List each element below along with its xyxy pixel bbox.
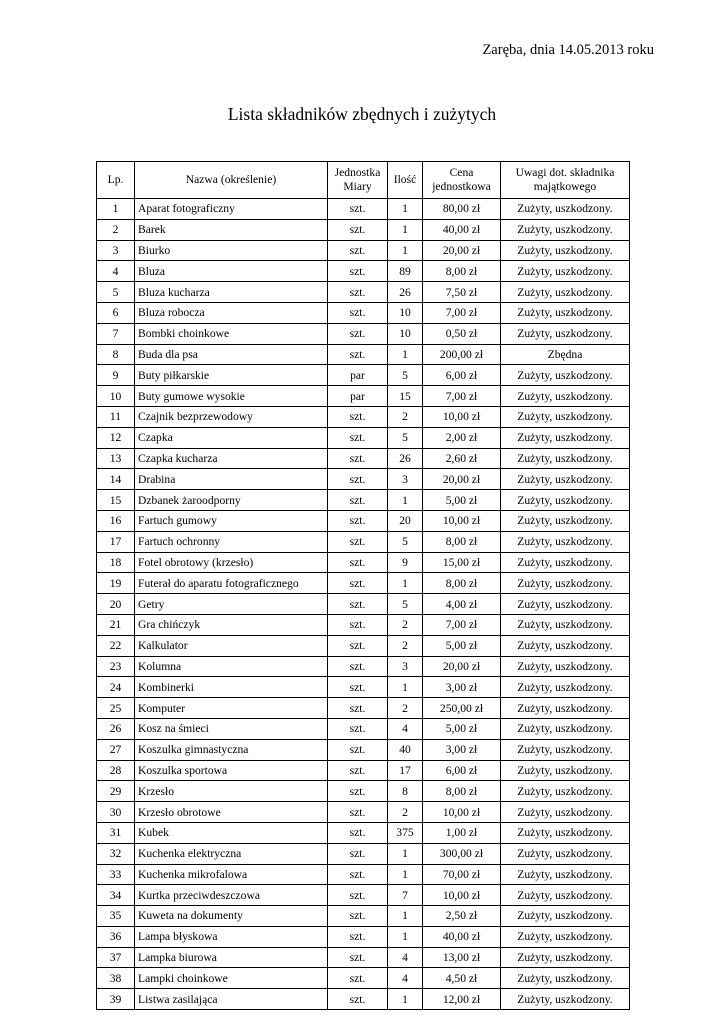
row-number: 12 [97, 427, 135, 448]
item-unit-price: 200,00 zł [423, 344, 501, 365]
item-unit-price: 2,00 zł [423, 427, 501, 448]
item-note: Zużyty, uszkodzony. [501, 822, 630, 843]
item-name: Koszulka sportowa [135, 760, 328, 781]
row-number: 8 [97, 344, 135, 365]
table-row [97, 635, 630, 656]
table-row [97, 240, 630, 261]
item-unit: szt. [328, 510, 388, 531]
item-name: Bluza robocza [135, 302, 328, 323]
table-row [97, 469, 630, 490]
item-quantity: 5 [388, 427, 423, 448]
row-number: 21 [97, 614, 135, 635]
row-number: 28 [97, 760, 135, 781]
item-unit: szt. [328, 552, 388, 573]
row-number: 31 [97, 822, 135, 843]
table-row [97, 282, 630, 303]
table-row [97, 906, 630, 927]
item-unit: szt. [328, 656, 388, 677]
table-row [97, 490, 630, 511]
item-unit-price: 5,00 zł [423, 718, 501, 739]
item-unit: szt. [328, 739, 388, 760]
item-unit: szt. [328, 822, 388, 843]
item-note: Zużyty, uszkodzony. [501, 802, 630, 823]
table-row [97, 552, 630, 573]
row-number: 27 [97, 739, 135, 760]
table-row [97, 448, 630, 469]
row-number: 24 [97, 677, 135, 698]
table-row [97, 365, 630, 386]
item-name: Lampa błyskowa [135, 926, 328, 947]
table-row [97, 864, 630, 885]
item-name: Buty piłkarskie [135, 365, 328, 386]
item-quantity: 5 [388, 594, 423, 615]
item-unit-price: 300,00 zł [423, 843, 501, 864]
document-date: Zaręba, dnia 14.05.2013 roku [482, 42, 654, 58]
row-number: 1 [97, 199, 135, 220]
item-unit: szt. [328, 698, 388, 719]
item-note: Zużyty, uszkodzony. [501, 760, 630, 781]
item-name: Getry [135, 594, 328, 615]
item-note: Zużyty, uszkodzony. [501, 365, 630, 386]
item-quantity: 1 [388, 906, 423, 927]
row-number: 17 [97, 531, 135, 552]
table-row [97, 386, 630, 407]
item-name: Czapka kucharza [135, 448, 328, 469]
item-unit-price: 8,00 zł [423, 261, 501, 282]
item-unit: szt. [328, 781, 388, 802]
item-note: Zużyty, uszkodzony. [501, 240, 630, 261]
column-header-unit: Jednostka Miary [328, 162, 388, 199]
row-number: 37 [97, 947, 135, 968]
row-number: 15 [97, 490, 135, 511]
row-number: 3 [97, 240, 135, 261]
item-unit: szt. [328, 302, 388, 323]
item-quantity: 3 [388, 469, 423, 490]
item-quantity: 89 [388, 261, 423, 282]
item-unit: szt. [328, 864, 388, 885]
item-name: Buda dla psa [135, 344, 328, 365]
item-unit-price: 13,00 zł [423, 947, 501, 968]
item-unit-price: 250,00 zł [423, 698, 501, 719]
item-unit: szt. [328, 199, 388, 220]
item-note: Zużyty, uszkodzony. [501, 531, 630, 552]
item-note: Zużyty, uszkodzony. [501, 614, 630, 635]
item-note: Zużyty, uszkodzony. [501, 282, 630, 303]
table-row [97, 219, 630, 240]
column-header-lp: Lp. [97, 162, 135, 199]
row-number: 11 [97, 406, 135, 427]
item-note: Zużyty, uszkodzony. [501, 989, 630, 1010]
item-unit-price: 70,00 zł [423, 864, 501, 885]
item-unit-price: 0,50 zł [423, 323, 501, 344]
item-unit-price: 2,60 zł [423, 448, 501, 469]
item-unit-price: 7,00 zł [423, 302, 501, 323]
item-unit-price: 10,00 zł [423, 802, 501, 823]
row-number: 38 [97, 968, 135, 989]
row-number: 23 [97, 656, 135, 677]
column-header-price: Cena jednostkowa [423, 162, 501, 199]
row-number: 18 [97, 552, 135, 573]
item-note: Zużyty, uszkodzony. [501, 573, 630, 594]
table-row [97, 594, 630, 615]
document-title: Lista składników zbędnych i zużytych [227, 104, 497, 124]
row-number: 5 [97, 282, 135, 303]
row-number: 13 [97, 448, 135, 469]
item-name: Kuchenka mikrofalowa [135, 864, 328, 885]
table-row [97, 614, 630, 635]
table-row [97, 573, 630, 594]
item-note: Zużyty, uszkodzony. [501, 261, 630, 282]
table-row [97, 947, 630, 968]
item-name: Buty gumowe wysokie [135, 386, 328, 407]
row-number: 6 [97, 302, 135, 323]
item-unit-price: 20,00 zł [423, 240, 501, 261]
table-row [97, 822, 630, 843]
item-name: Fartuch gumowy [135, 510, 328, 531]
item-unit-price: 2,50 zł [423, 906, 501, 927]
item-quantity: 40 [388, 739, 423, 760]
row-number: 30 [97, 802, 135, 823]
item-quantity: 15 [388, 386, 423, 407]
table-row [97, 199, 630, 220]
item-quantity: 9 [388, 552, 423, 573]
item-quantity: 1 [388, 199, 423, 220]
item-note: Zużyty, uszkodzony. [501, 594, 630, 615]
item-note: Zużyty, uszkodzony. [501, 510, 630, 531]
item-note: Zużyty, uszkodzony. [501, 490, 630, 511]
item-quantity: 2 [388, 635, 423, 656]
item-quantity: 2 [388, 614, 423, 635]
item-name: Czapka [135, 427, 328, 448]
item-unit: szt. [328, 906, 388, 927]
item-name: Aparat fotograficzny [135, 199, 328, 220]
row-number: 2 [97, 219, 135, 240]
table-row [97, 427, 630, 448]
item-name: Drabina [135, 469, 328, 490]
item-unit-price: 80,00 zł [423, 199, 501, 220]
table-row [97, 739, 630, 760]
item-unit: szt. [328, 469, 388, 490]
item-note: Zużyty, uszkodzony. [501, 552, 630, 573]
item-unit: szt. [328, 261, 388, 282]
row-number: 22 [97, 635, 135, 656]
item-note: Zużyty, uszkodzony. [501, 323, 630, 344]
row-number: 16 [97, 510, 135, 531]
item-unit-price: 5,00 zł [423, 635, 501, 656]
item-unit-price: 3,00 zł [423, 739, 501, 760]
row-number: 20 [97, 594, 135, 615]
item-note: Zużyty, uszkodzony. [501, 906, 630, 927]
item-quantity: 1 [388, 989, 423, 1010]
item-unit-price: 40,00 zł [423, 219, 501, 240]
row-number: 33 [97, 864, 135, 885]
item-quantity: 1 [388, 926, 423, 947]
row-number: 34 [97, 885, 135, 906]
item-name: Bluza [135, 261, 328, 282]
row-number: 9 [97, 365, 135, 386]
column-header-qty: Ilość [388, 162, 423, 199]
item-name: Gra chińczyk [135, 614, 328, 635]
item-name: Bombki choinkowe [135, 323, 328, 344]
item-unit: szt. [328, 448, 388, 469]
item-name: Krzesło obrotowe [135, 802, 328, 823]
item-unit: szt. [328, 344, 388, 365]
item-name: Barek [135, 219, 328, 240]
item-unit-price: 15,00 zł [423, 552, 501, 573]
row-number: 7 [97, 323, 135, 344]
item-quantity: 375 [388, 822, 423, 843]
table-row [97, 718, 630, 739]
item-name: Dzbanek żaroodporny [135, 490, 328, 511]
item-name: Kalkulator [135, 635, 328, 656]
item-note: Zużyty, uszkodzony. [501, 427, 630, 448]
item-unit: szt. [328, 843, 388, 864]
row-number: 10 [97, 386, 135, 407]
table-row [97, 656, 630, 677]
item-unit: szt. [328, 490, 388, 511]
table-header-row [97, 162, 630, 199]
item-quantity: 26 [388, 282, 423, 303]
row-number: 32 [97, 843, 135, 864]
item-note: Zużyty, uszkodzony. [501, 926, 630, 947]
item-unit-price: 6,00 zł [423, 760, 501, 781]
item-quantity: 5 [388, 531, 423, 552]
item-unit-price: 4,50 zł [423, 968, 501, 989]
item-quantity: 10 [388, 323, 423, 344]
item-note: Zużyty, uszkodzony. [501, 656, 630, 677]
item-name: Kuweta na dokumenty [135, 906, 328, 927]
item-quantity: 2 [388, 406, 423, 427]
item-name: Kosz na śmieci [135, 718, 328, 739]
item-note: Zużyty, uszkodzony. [501, 718, 630, 739]
item-note: Zużyty, uszkodzony. [501, 386, 630, 407]
item-name: Lampki choinkowe [135, 968, 328, 989]
row-number: 39 [97, 989, 135, 1010]
item-unit: szt. [328, 677, 388, 698]
item-unit: szt. [328, 968, 388, 989]
item-unit: szt. [328, 885, 388, 906]
item-note: Zużyty, uszkodzony. [501, 781, 630, 802]
row-number: 14 [97, 469, 135, 490]
item-name: Komputer [135, 698, 328, 719]
item-name: Kurtka przeciwdeszczowa [135, 885, 328, 906]
item-unit-price: 40,00 zł [423, 926, 501, 947]
table-row [97, 760, 630, 781]
item-unit-price: 20,00 zł [423, 469, 501, 490]
table-row [97, 885, 630, 906]
item-unit-price: 20,00 zł [423, 656, 501, 677]
item-unit: szt. [328, 323, 388, 344]
item-quantity: 10 [388, 302, 423, 323]
item-unit-price: 1,00 zł [423, 822, 501, 843]
item-unit: szt. [328, 406, 388, 427]
table-row [97, 989, 630, 1010]
table-row [97, 781, 630, 802]
item-note: Zużyty, uszkodzony. [501, 219, 630, 240]
item-quantity: 1 [388, 864, 423, 885]
item-unit-price: 8,00 zł [423, 573, 501, 594]
item-note: Zbędna [501, 344, 630, 365]
table-row [97, 406, 630, 427]
table-row [97, 323, 630, 344]
table-row [97, 531, 630, 552]
item-note: Zużyty, uszkodzony. [501, 739, 630, 760]
item-unit: szt. [328, 635, 388, 656]
row-number: 36 [97, 926, 135, 947]
item-quantity: 4 [388, 968, 423, 989]
item-note: Zużyty, uszkodzony. [501, 677, 630, 698]
item-note: Zużyty, uszkodzony. [501, 968, 630, 989]
item-name: Kombinerki [135, 677, 328, 698]
item-note: Zużyty, uszkodzony. [501, 302, 630, 323]
table-row [97, 968, 630, 989]
item-note: Zużyty, uszkodzony. [501, 635, 630, 656]
item-quantity: 1 [388, 240, 423, 261]
table-body [97, 199, 630, 1010]
table-row [97, 261, 630, 282]
item-unit: szt. [328, 531, 388, 552]
item-quantity: 5 [388, 365, 423, 386]
item-unit-price: 10,00 zł [423, 406, 501, 427]
item-unit-price: 4,00 zł [423, 594, 501, 615]
item-note: Zużyty, uszkodzony. [501, 843, 630, 864]
item-unit: szt. [328, 427, 388, 448]
table-row [97, 677, 630, 698]
item-quantity: 26 [388, 448, 423, 469]
item-note: Zużyty, uszkodzony. [501, 448, 630, 469]
item-name: Krzesło [135, 781, 328, 802]
item-unit: szt. [328, 802, 388, 823]
item-quantity: 17 [388, 760, 423, 781]
item-quantity: 2 [388, 802, 423, 823]
item-quantity: 1 [388, 843, 423, 864]
item-quantity: 1 [388, 490, 423, 511]
item-note: Zużyty, uszkodzony. [501, 199, 630, 220]
item-name: Listwa zasilająca [135, 989, 328, 1010]
item-unit-price: 8,00 zł [423, 531, 501, 552]
item-unit-price: 6,00 zł [423, 365, 501, 386]
item-unit-price: 10,00 zł [423, 510, 501, 531]
item-unit: szt. [328, 614, 388, 635]
item-unit: szt. [328, 718, 388, 739]
item-unit: szt. [328, 760, 388, 781]
item-note: Zużyty, uszkodzony. [501, 469, 630, 490]
item-unit-price: 7,00 zł [423, 614, 501, 635]
row-number: 4 [97, 261, 135, 282]
item-note: Zużyty, uszkodzony. [501, 885, 630, 906]
item-unit-price: 7,50 zł [423, 282, 501, 303]
item-unit-price: 7,00 zł [423, 386, 501, 407]
table-row [97, 926, 630, 947]
item-name: Futerał do aparatu fotograficznego [135, 573, 328, 594]
item-quantity: 1 [388, 677, 423, 698]
row-number: 25 [97, 698, 135, 719]
table-row [97, 698, 630, 719]
item-quantity: 2 [388, 698, 423, 719]
item-unit-price: 12,00 zł [423, 989, 501, 1010]
item-unit: szt. [328, 926, 388, 947]
item-unit: par [328, 386, 388, 407]
item-name: Kubek [135, 822, 328, 843]
item-quantity: 1 [388, 219, 423, 240]
table-row [97, 510, 630, 531]
item-quantity: 3 [388, 656, 423, 677]
row-number: 35 [97, 906, 135, 927]
item-unit-price: 10,00 zł [423, 885, 501, 906]
item-quantity: 1 [388, 344, 423, 365]
item-unit-price: 8,00 zł [423, 781, 501, 802]
item-name: Lampka biurowa [135, 947, 328, 968]
item-name: Kuchenka elektryczna [135, 843, 328, 864]
item-unit: szt. [328, 947, 388, 968]
item-name: Fotel obrotowy (krzesło) [135, 552, 328, 573]
item-quantity: 4 [388, 947, 423, 968]
item-unit: szt. [328, 240, 388, 261]
item-unit: szt. [328, 989, 388, 1010]
item-quantity: 7 [388, 885, 423, 906]
item-quantity: 4 [388, 718, 423, 739]
row-number: 29 [97, 781, 135, 802]
item-name: Koszulka gimnastyczna [135, 739, 328, 760]
item-unit: szt. [328, 282, 388, 303]
item-name: Czajnik bezprzewodowy [135, 406, 328, 427]
column-header-notes: Uwagi dot. składnika majątkowego [501, 162, 630, 199]
item-name: Kolumna [135, 656, 328, 677]
item-unit: szt. [328, 594, 388, 615]
item-note: Zużyty, uszkodzony. [501, 406, 630, 427]
item-note: Zużyty, uszkodzony. [501, 698, 630, 719]
column-header-name: Nazwa (określenie) [135, 162, 328, 199]
table-row [97, 802, 630, 823]
item-unit: szt. [328, 573, 388, 594]
table-row [97, 344, 630, 365]
item-quantity: 20 [388, 510, 423, 531]
item-quantity: 1 [388, 573, 423, 594]
item-unit: szt. [328, 219, 388, 240]
item-unit-price: 5,00 zł [423, 490, 501, 511]
table-row [97, 302, 630, 323]
table-row [97, 843, 630, 864]
item-unit: par [328, 365, 388, 386]
item-name: Bluza kucharza [135, 282, 328, 303]
items-table [96, 161, 630, 1010]
item-name: Fartuch ochronny [135, 531, 328, 552]
item-quantity: 8 [388, 781, 423, 802]
item-unit-price: 3,00 zł [423, 677, 501, 698]
row-number: 26 [97, 718, 135, 739]
row-number: 19 [97, 573, 135, 594]
item-note: Zużyty, uszkodzony. [501, 864, 630, 885]
item-name: Biurko [135, 240, 328, 261]
item-note: Zużyty, uszkodzony. [501, 947, 630, 968]
